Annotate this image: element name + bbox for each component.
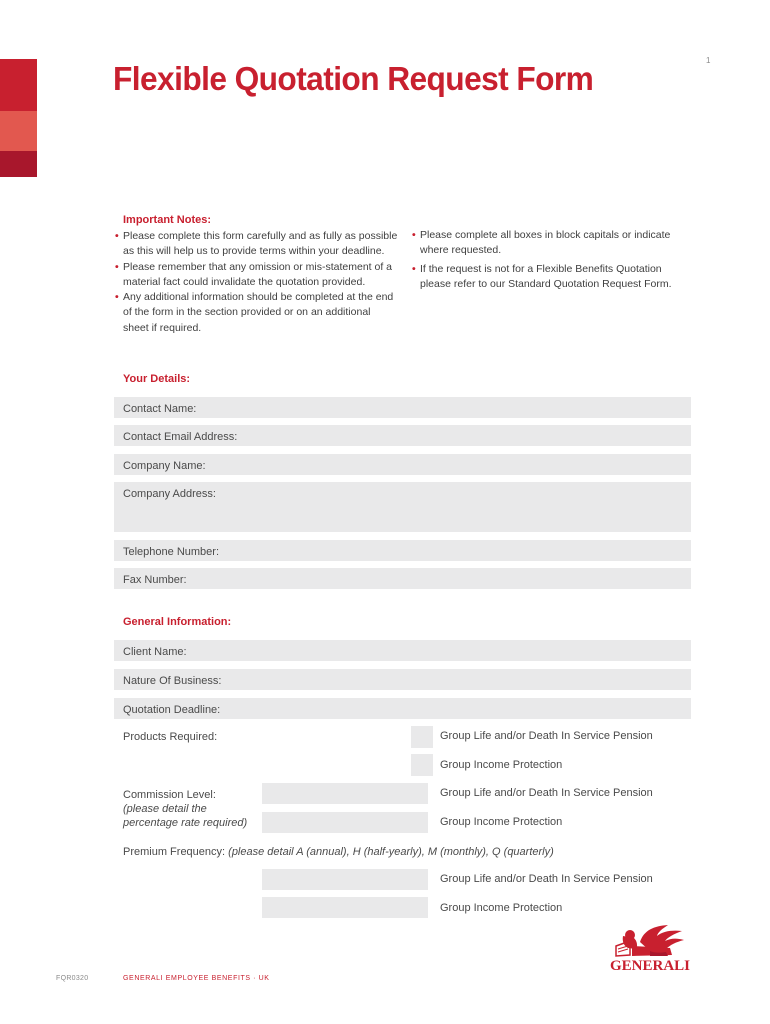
contact-name-field[interactable] bbox=[114, 397, 691, 418]
bullet-icon: • bbox=[115, 260, 119, 273]
premium-frequency-note: (please detail A (annual), H (half-yearly), M (monthly), Q (quarterly) bbox=[228, 846, 554, 858]
company-address-label: Company Address: bbox=[123, 488, 216, 500]
fax-label: Fax Number: bbox=[123, 574, 187, 586]
generali-logo bbox=[610, 922, 690, 975]
general-information-heading: General Information: bbox=[123, 616, 232, 628]
client-name-label: Client Name: bbox=[123, 646, 187, 658]
commission-note-line-1: (please detail the bbox=[123, 803, 207, 815]
quotation-deadline-field[interactable] bbox=[114, 698, 691, 719]
nature-of-business-field[interactable] bbox=[114, 669, 691, 690]
telephone-label: Telephone Number: bbox=[123, 546, 220, 558]
nature-of-business-label: Nature Of Business: bbox=[123, 675, 222, 687]
note-item: • Please remember that any omission or mis-statement of a material fact could invalidate the quotation provided. bbox=[115, 260, 393, 288]
company-address-field[interactable] bbox=[114, 482, 691, 532]
frequency-group-life-input[interactable] bbox=[262, 869, 428, 890]
product-group-income-label: Group Income Protection bbox=[440, 759, 563, 771]
product-group-life-label: Group Life and/or Death In Service Pension bbox=[440, 730, 653, 742]
form-code: FQR0320 bbox=[56, 975, 89, 982]
bullet-icon: • bbox=[115, 291, 119, 304]
note-item: • Any additional information should be completed at the end of the form in the section provided or on an additional sheet if required. bbox=[115, 291, 394, 334]
footer-brand: GENERALI EMPLOYEE BENEFITS · UK bbox=[123, 975, 270, 982]
quotation-deadline-label: Quotation Deadline: bbox=[123, 704, 221, 716]
notes-left-list bbox=[115, 229, 399, 336]
bullet-icon: • bbox=[115, 230, 119, 242]
contact-email-label: Contact Email Address: bbox=[123, 431, 238, 443]
commission-group-life-label: Group Life and/or Death In Service Pension bbox=[440, 787, 653, 799]
premium-frequency-row bbox=[123, 845, 554, 859]
frequency-group-life-label: Group Life and/or Death In Service Pension bbox=[440, 873, 653, 885]
fax-field[interactable] bbox=[114, 568, 691, 589]
generali-wordmark: GENERALI bbox=[610, 958, 691, 974]
page-number: 1 bbox=[706, 56, 711, 65]
commission-note-line-2: percentage rate required) bbox=[123, 817, 248, 829]
form-title: Flexible Quotation Request Form bbox=[113, 60, 594, 97]
commission-group-income-label: Group Income Protection bbox=[440, 816, 563, 828]
note-item: • Please complete all boxes in block capitals or indicate where requested. bbox=[412, 229, 671, 257]
important-notes-heading: Important Notes: bbox=[123, 214, 211, 226]
commission-group-life-input[interactable] bbox=[262, 783, 428, 804]
brand-strip-bottom bbox=[0, 151, 37, 177]
bullet-icon: • bbox=[412, 229, 416, 241]
bullet-icon: • bbox=[412, 262, 416, 275]
frequency-group-income-label: Group Income Protection bbox=[440, 902, 563, 914]
product-group-income-checkbox[interactable] bbox=[411, 754, 433, 776]
your-details-heading: Your Details: bbox=[123, 373, 191, 385]
winged-lion-icon bbox=[610, 922, 690, 958]
note-item: • Please complete this form carefully and as fully as possible as this will help us to provide terms within your deadline. bbox=[115, 230, 398, 258]
company-name-label: Company Name: bbox=[123, 460, 206, 472]
products-required-label: Products Required: bbox=[123, 731, 218, 743]
contact-name-label: Contact Name: bbox=[123, 403, 197, 415]
company-name-field[interactable] bbox=[114, 454, 691, 475]
brand-strip-top bbox=[0, 59, 37, 111]
note-item: • If the request is not for a Flexible Benefits Quotation please refer to our Standard Quotation Request Form. bbox=[412, 262, 672, 290]
telephone-field[interactable] bbox=[114, 540, 691, 561]
brand-strip-middle bbox=[0, 111, 37, 151]
commission-group-income-input[interactable] bbox=[262, 812, 428, 833]
commission-level-label: Commission Level: bbox=[123, 789, 216, 801]
product-group-life-checkbox[interactable] bbox=[411, 726, 433, 748]
frequency-group-income-input[interactable] bbox=[262, 897, 428, 918]
notes-right-list bbox=[412, 228, 692, 292]
premium-frequency-label: Premium Frequency: bbox=[123, 846, 226, 858]
contact-email-field[interactable] bbox=[114, 425, 691, 446]
client-name-field[interactable] bbox=[114, 640, 691, 661]
